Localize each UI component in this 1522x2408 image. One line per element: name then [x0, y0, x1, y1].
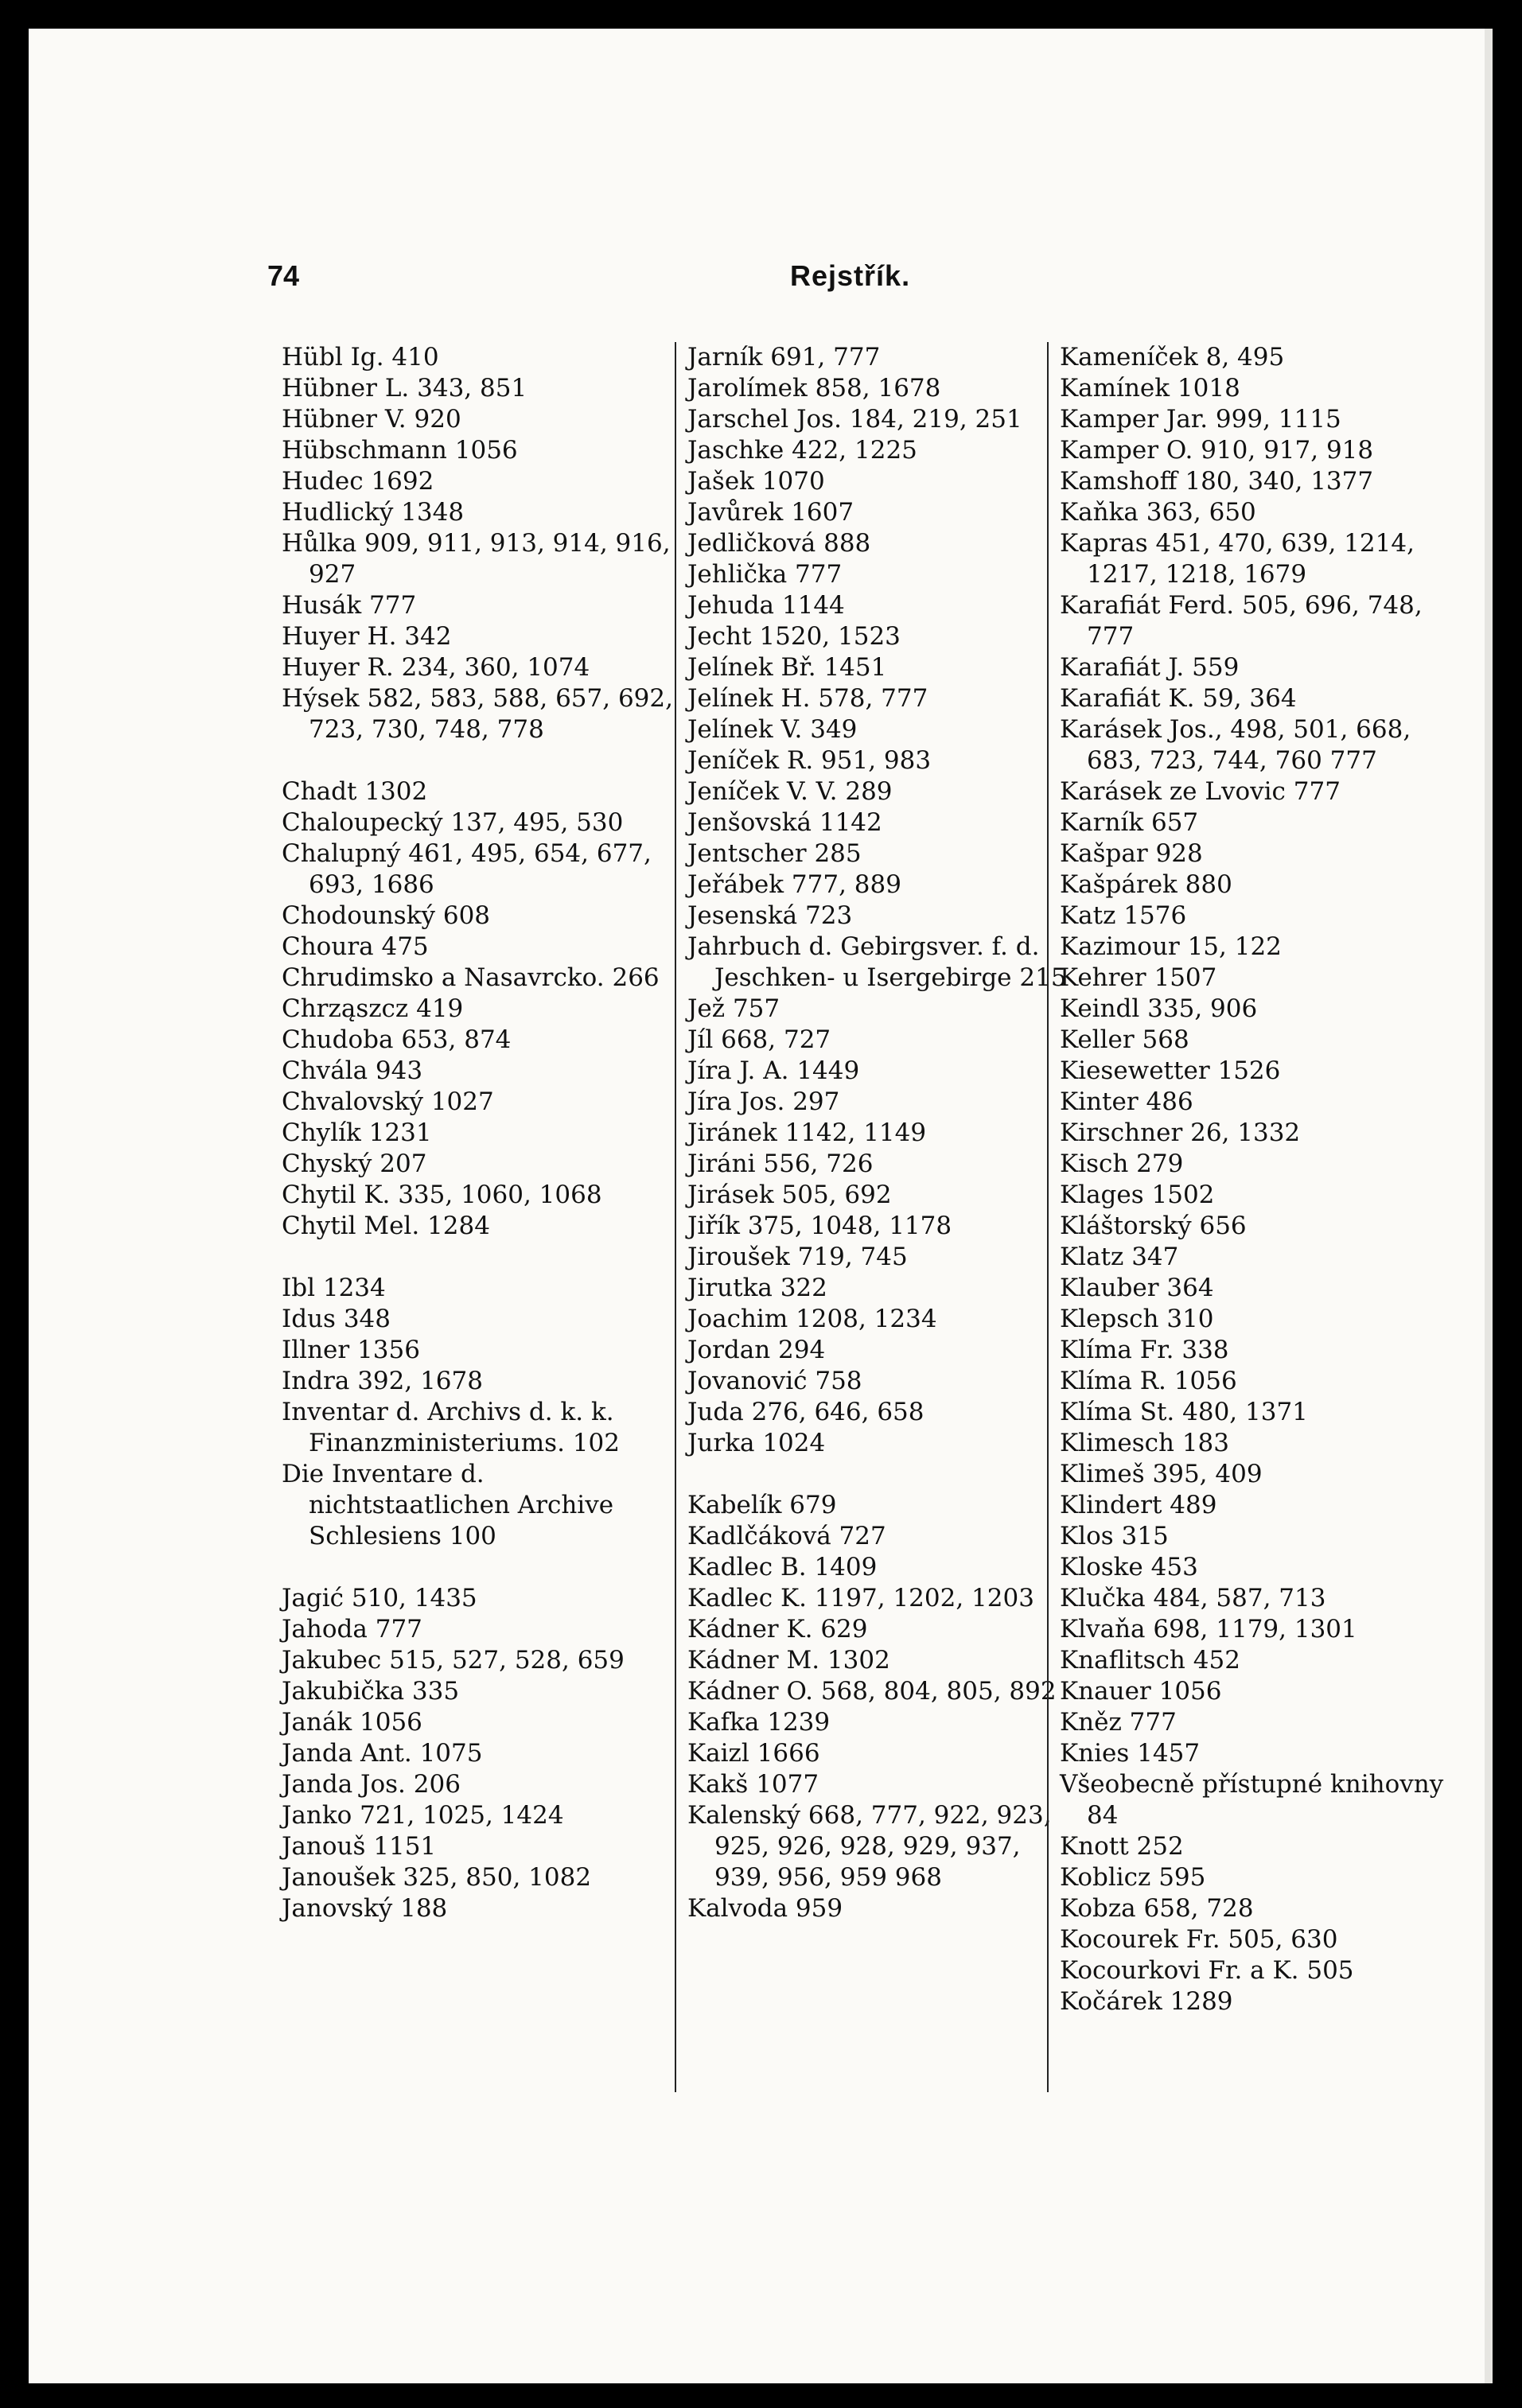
index-entry: Klučka 484, 587, 713	[1060, 1584, 1326, 1612]
index-entry: Chadt 1302	[282, 777, 428, 806]
page-header	[29, 259, 1485, 307]
index-entry: Javůrek 1607	[687, 498, 854, 527]
index-entry: Jakubička 335	[282, 1677, 460, 1706]
index-entry: Jecht 1520, 1523	[687, 622, 901, 651]
index-entry: Kazimour 15, 122	[1060, 932, 1282, 961]
index-entry: Všeobecně přístupné knihovny 84	[1060, 1770, 1444, 1830]
index-entry: Jahoda 777	[282, 1615, 422, 1644]
index-entry: Kirschner 26, 1332	[1060, 1118, 1301, 1147]
index-entry: Jentscher 285	[687, 839, 862, 868]
index-entry: Klíma Fr. 338	[1060, 1336, 1229, 1364]
index-entry: Kameníček 8, 495	[1060, 343, 1285, 372]
index-entry: Janda Jos. 206	[282, 1770, 461, 1799]
index-entry: Juda 276, 646, 658	[687, 1398, 924, 1426]
index-entry: Kadlec B. 1409	[687, 1553, 878, 1581]
index-entry: Jeřábek 777, 889	[687, 870, 901, 899]
index-entry: Hýsek 582, 583, 588, 657, 692, 723, 730, 748, 778	[282, 684, 673, 744]
index-entry: Karník 657	[1060, 808, 1199, 837]
index-entry: Jenšovská 1142	[687, 808, 882, 837]
index-entry: Chrząszcz 419	[282, 994, 464, 1023]
index-entry: Chudoba 653, 874	[282, 1025, 512, 1054]
index-entry: Idus 348	[282, 1305, 391, 1333]
index-entry: Kádner M. 1302	[687, 1646, 890, 1675]
index-entry: Karafiát J. 559	[1060, 653, 1240, 682]
index-entry: Chvála 943	[282, 1056, 423, 1085]
index-entry: Ibl 1234	[282, 1274, 386, 1302]
index-entry: Keller 568	[1060, 1025, 1189, 1054]
index-entry: Husák 777	[282, 591, 417, 620]
index-column-2	[675, 342, 1082, 2092]
index-entry: Jakubec 515, 527, 528, 659	[282, 1646, 625, 1675]
index-entry: Jirutka 322	[687, 1274, 827, 1302]
index-entry: Karásek Jos., 498, 501, 668, 683, 723, 744, 760 777	[1060, 715, 1411, 775]
index-entry: Chyský 207	[282, 1150, 427, 1178]
index-entry: Klos 315	[1060, 1522, 1169, 1550]
index-entry: Kalvoda 959	[687, 1894, 843, 1923]
page-number: 74	[267, 259, 300, 292]
index-entry: Kisch 279	[1060, 1150, 1184, 1178]
index-entry: Knauer 1056	[1060, 1677, 1222, 1706]
index-entry: Klíma St. 480, 1371	[1060, 1398, 1308, 1426]
index-entry: Koblicz 595	[1060, 1863, 1206, 1892]
index-entry: Kinter 486	[1060, 1087, 1193, 1116]
index-entry: Jiránek 1142, 1149	[687, 1118, 927, 1147]
index-entry: Kalenský 668, 777, 922, 923, 925, 926, 928, 929, 937, 939, 956, 959 968	[687, 1801, 1052, 1892]
index-entry: Indra 392, 1678	[282, 1367, 483, 1395]
index-entry: Klages 1502	[1060, 1181, 1215, 1209]
index-entry: Kobza 658, 728	[1060, 1894, 1254, 1923]
index-entry: Inventar d. Archivs d. k. k. Finanzministeriums. 102	[282, 1398, 620, 1457]
index-entry: Kehrer 1507	[1060, 963, 1217, 992]
index-entry: Klindert 489	[1060, 1491, 1217, 1519]
index-entry: Karafiát Ferd. 505, 696, 748, 777	[1060, 591, 1423, 651]
index-entry: Jarschel Jos. 184, 219, 251	[687, 405, 1022, 434]
index-entry: Jehlička 777	[687, 560, 843, 589]
index-entry: Hůlka 909, 911, 913, 914, 916, 927	[282, 529, 671, 589]
index-entry: Jordan 294	[687, 1336, 826, 1364]
index-entry: Kafka 1239	[687, 1708, 831, 1737]
index-entry: Kamínek 1018	[1060, 374, 1240, 403]
index-entry: Karásek ze Lvovic 777	[1060, 777, 1341, 806]
index-entry: Klvaňa 698, 1179, 1301	[1060, 1615, 1357, 1644]
page-edge	[1485, 29, 1493, 2383]
index-entry: Kaizl 1666	[687, 1739, 820, 1768]
index-entry: Klíma R. 1056	[1060, 1367, 1237, 1395]
index-entry: Huyer H. 342	[282, 622, 452, 651]
book-page	[29, 29, 1485, 2383]
index-entry: Kočárek 1289	[1060, 1987, 1233, 2016]
index-entry: Kapras 451, 470, 639, 1214, 1217, 1218, 1679	[1060, 529, 1415, 589]
index-entry: Janko 721, 1025, 1424	[282, 1801, 564, 1830]
index-entry: Jeníček R. 951, 983	[687, 746, 932, 775]
index-entry: Jeníček V. V. 289	[687, 777, 893, 806]
index-entry: Chalupný 461, 495, 654, 677, 693, 1686	[282, 839, 652, 899]
index-entry: Jelínek Bř. 1451	[687, 653, 887, 682]
index-entry: Kamper O. 910, 917, 918	[1060, 436, 1374, 465]
index-entry: Hübschmann 1056	[282, 436, 518, 465]
index-entry: Jarolímek 858, 1678	[687, 374, 941, 403]
index-entry: Janda Ant. 1075	[282, 1739, 483, 1768]
index-entry: Klepsch 310	[1060, 1305, 1214, 1333]
index-entry: Kadlčáková 727	[687, 1522, 886, 1550]
index-column-3	[1047, 342, 1473, 2092]
index-entry: Janák 1056	[282, 1708, 422, 1737]
index-entry: Chylík 1231	[282, 1118, 432, 1147]
index-entry: Katz 1576	[1060, 901, 1187, 930]
index-entry: Chrudimsko a Nasavrcko. 266	[282, 963, 660, 992]
index-entry: Jedličková 888	[687, 529, 871, 558]
index-entry: Jiroušek 719, 745	[687, 1243, 908, 1271]
index-entry: Klatz 347	[1060, 1243, 1179, 1271]
index-entry: Kádner O. 568, 804, 805, 892	[687, 1677, 1057, 1706]
index-entry: Jesenská 723	[687, 901, 853, 930]
index-entry: Chvalovský 1027	[282, 1087, 494, 1116]
index-entry: Hübner V. 920	[282, 405, 461, 434]
index-entry: Kocourkovi Fr. a K. 505	[1060, 1956, 1354, 1985]
index-entry: Chodounský 608	[282, 901, 491, 930]
index-entry: Jíra J. A. 1449	[687, 1056, 860, 1085]
index-entry: Chytil Mel. 1284	[282, 1212, 490, 1240]
index-entry: Jelínek V. 349	[687, 715, 858, 744]
index-entry: Klimeš 395, 409	[1060, 1460, 1263, 1488]
index-entry: Jíl 668, 727	[687, 1025, 831, 1054]
index-entry: Hudlický 1348	[282, 498, 465, 527]
index-entry: Kaňka 363, 650	[1060, 498, 1256, 527]
index-entry: Kabelík 679	[687, 1491, 837, 1519]
index-entry: Kocourek Fr. 505, 630	[1060, 1925, 1338, 1954]
index-entry: Hübner L. 343, 851	[282, 374, 527, 403]
index-entry: Kněz 777	[1060, 1708, 1177, 1737]
index-entry: Kašpárek 880	[1060, 870, 1232, 899]
index-entry: Jahrbuch d. Gebirgsver. f. d. Jeschken- u Isergebirge 215	[687, 932, 1067, 992]
index-entry: Huyer R. 234, 360, 1074	[282, 653, 590, 682]
index-entry: Kláštorský 656	[1060, 1212, 1247, 1240]
index-entry: Hübl Ig. 410	[282, 343, 439, 372]
index-entry: Klimesch 183	[1060, 1429, 1229, 1457]
index-entry: Jagić 510, 1435	[282, 1584, 477, 1612]
index-entry: Chytil K. 335, 1060, 1068	[282, 1181, 602, 1209]
index-entry: Knies 1457	[1060, 1739, 1201, 1768]
index-entry: Jovanović 758	[687, 1367, 862, 1395]
index-entry: Kiesewetter 1526	[1060, 1056, 1281, 1085]
index-entry: Joachim 1208, 1234	[687, 1305, 937, 1333]
index-entry: Jirásek 505, 692	[687, 1181, 892, 1209]
index-entry: Kakš 1077	[687, 1770, 819, 1799]
index-entry: Jelínek H. 578, 777	[687, 684, 928, 713]
index-entry: Jašek 1070	[687, 467, 825, 496]
index-entry: Klauber 364	[1060, 1274, 1214, 1302]
index-entry: Kašpar 928	[1060, 839, 1203, 868]
index-entry: Jiřík 375, 1048, 1178	[687, 1212, 952, 1240]
index-entry: Kadlec K. 1197, 1202, 1203	[687, 1584, 1034, 1612]
index-entry: Knott 252	[1060, 1832, 1184, 1861]
index-entry: Kloske 453	[1060, 1553, 1198, 1581]
index-entry: Jurka 1024	[687, 1429, 826, 1457]
index-entry: Jaschke 422, 1225	[687, 436, 917, 465]
index-entry: Chaloupecký 137, 495, 530	[282, 808, 624, 837]
index-entry: Jež 757	[687, 994, 780, 1023]
index-entry: Kádner K. 629	[687, 1615, 868, 1644]
index-entry: Keindl 335, 906	[1060, 994, 1258, 1023]
index-entry: Knaflitsch 452	[1060, 1646, 1240, 1675]
index-entry: Janoušek 325, 850, 1082	[282, 1863, 592, 1892]
running-title: Rejstřík.	[790, 259, 911, 292]
index-entry: Hudec 1692	[282, 467, 434, 496]
index-entry: Karafiát K. 59, 364	[1060, 684, 1297, 713]
index-entry: Jíra Jos. 297	[687, 1087, 840, 1116]
index-entry: Kamshoff 180, 340, 1377	[1060, 467, 1374, 496]
index-entry: Die Inventare d. nichtstaatlichen Archive Schlesiens 100	[282, 1460, 614, 1550]
index-entry: Illner 1356	[282, 1336, 420, 1364]
index-entry: Janovský 188	[282, 1894, 448, 1923]
index-entry: Janouš 1151	[282, 1832, 437, 1861]
index-entry: Choura 475	[282, 932, 429, 961]
index-entry: Jarník 691, 777	[687, 343, 881, 372]
index-entry: Jehuda 1144	[687, 591, 845, 620]
index-entry: Kamper Jar. 999, 1115	[1060, 405, 1341, 434]
index-column-1	[282, 342, 687, 2092]
index-entry: Jiráni 556, 726	[687, 1150, 874, 1178]
